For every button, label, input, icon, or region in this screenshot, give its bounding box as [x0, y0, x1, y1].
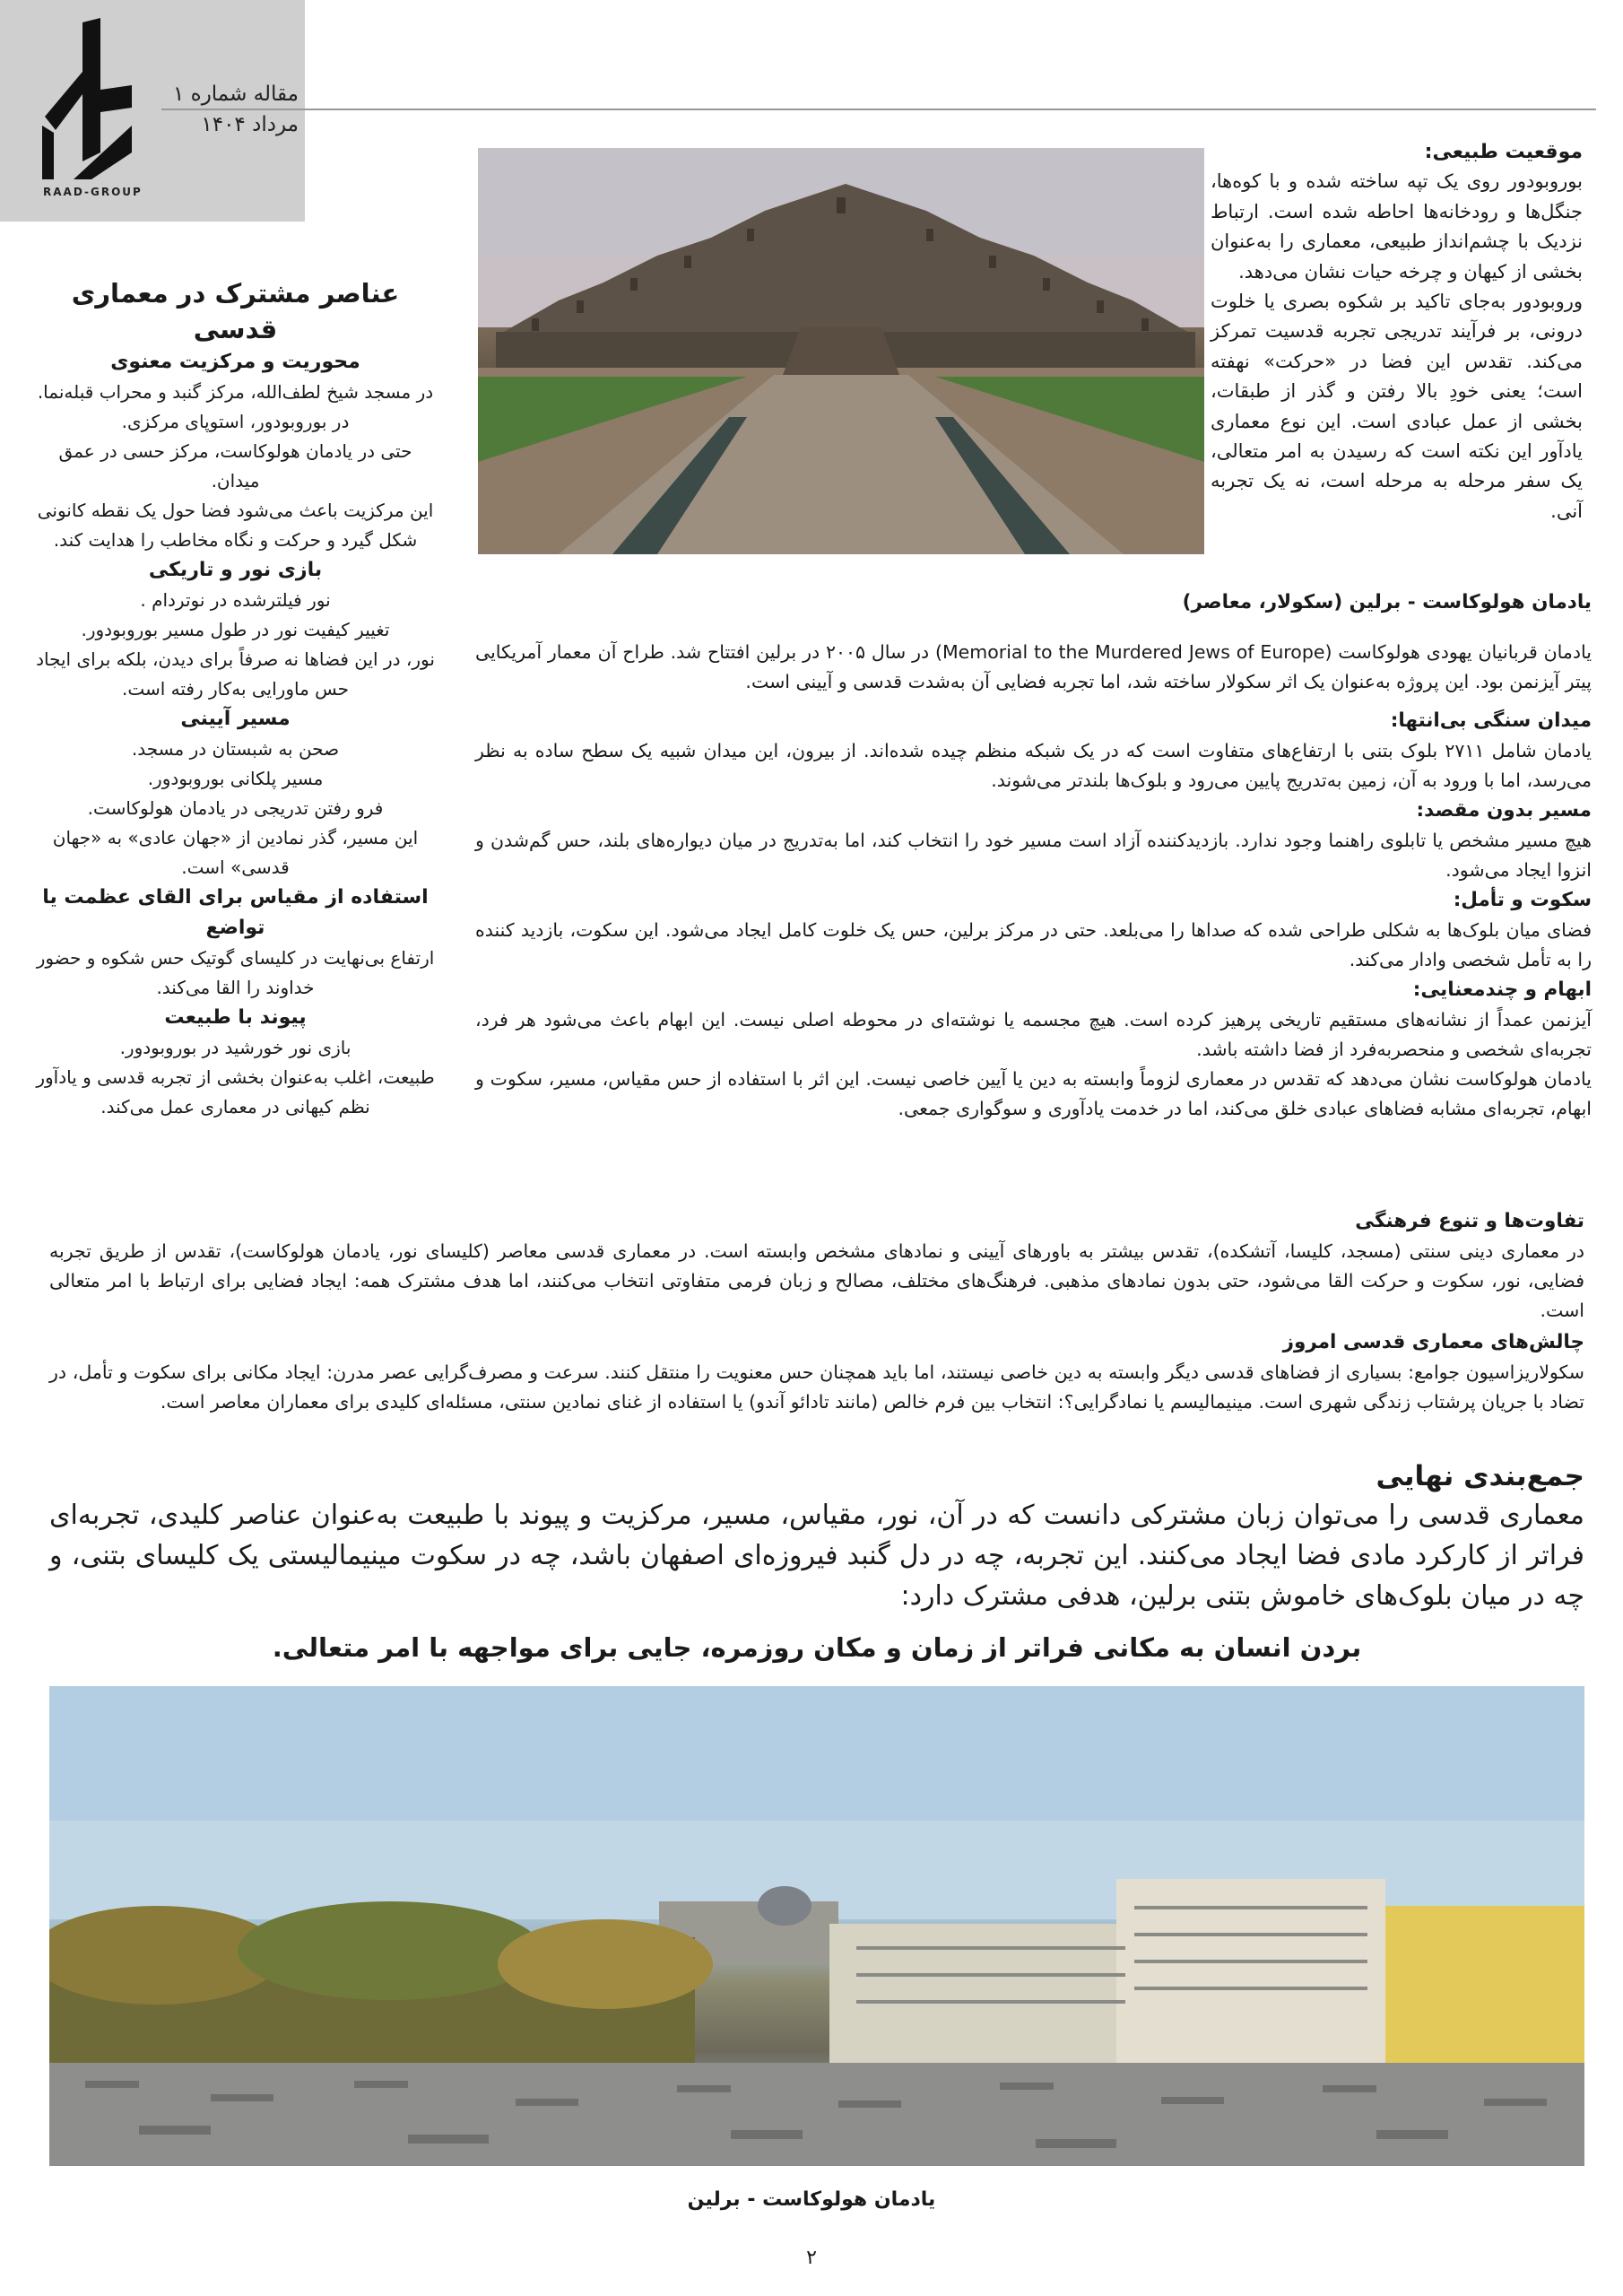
subheading-silence: سکوت و تأمل: — [1453, 889, 1592, 911]
list-item: فرو رفتن تدریجی در یادمان هولوکاست. — [87, 797, 384, 819]
page-number: ۲ — [806, 2247, 817, 2269]
section-heading-centrality: محوریت و مرکزیت معنوی — [110, 351, 360, 373]
natural-location-paragraph-2: وروبودور به‌جای تاکید بر شکوه بصری یا خلوت درونی، بر فرآیند تدریجی تجربه قدسیت تمرکز می‌کند. تقدس این فضا در «حرکت» نهفته است؛ یعنی خودِ بالا رفتن و گذر از طبقات، بخشی از عمل عبادی است. این نوع معماری یادآور این نکته است که رسیدن به امر متعالی، یک سفر مرحله به مرحله است، نه یک تجربه آنی. — [1211, 291, 1583, 522]
article-number: مقاله شماره ۱ — [172, 83, 299, 106]
article-title: یادمان هولوکاست - برلین (سکولار، معاصر) — [1182, 591, 1592, 613]
subheading-stone-field: میدان سنگی بی‌انتها: — [1390, 709, 1592, 732]
list-item: تغییر کیفیت نور در طول مسیر بوروبودور. — [81, 619, 390, 640]
paragraph-stone-field: یادمان شامل ۲۷۱۱ بلوک بتنی با ارتفاع‌های متفاوت است که در یک شبکه منظم چیده شده‌اند. از بیرون، این میدان شبیه یک سطح ساده به نظر می‌رسد، اما با ورود به آن، زمین به‌تدریج پایین می‌رود و بلوک‌ها بلندتر می‌شوند. — [475, 740, 1592, 791]
challenges-text: سکولاریزاسیون جوامع: بسیاری از فضاهای قدسی دیگر وابسته به دین خاصی نیستند، اما باید همچنان حس معنویت را منتقل کنند. سرعت و مصرف‌گرایی عصر مدرن: ایجاد مکانی برای سکوت و تأمل، در تضاد با جریان پرشتاب زندگی شهری است. مینیمالیسم یا نمادگرایی؟: انتخاب بین فرم خالص (مانند تادائو آندو) یا استفاده از غنای نمادین سنتی، مسئله‌ای کلیدی برای معماران معاصر است. — [49, 1361, 1584, 1413]
list-item: در مسجد شیخ لطف‌الله، مرکز گنبد و محراب قبله‌نما. — [37, 381, 434, 403]
list-item: این مسیر، گذر نمادین از «جهان عادی» به «جهان قدسی» است. — [52, 827, 419, 878]
diversity-text: در معماری دینی سنتی (مسجد، کلیسا، آتشکده)، تقدس بیشتر به باورهای آیینی و نمادهای مشخص وابسته است. در معماری قدسی معاصر (کلیسای نور، یادمان هولوکاست)، تقدس از طریق تجربه فضایی، نور، سکوت و حرکت القا می‌شود، حتی بدون نمادهای مذهبی. فرهنگ‌های مختلف، مصالح و زبان فرمی متفاوتی انتخاب می‌کنند، اما هدف مشترک همه: ایجاد فضایی برای ارتباط با امر متعالی است. — [49, 1240, 1584, 1321]
conclusion-section — [49, 1457, 1584, 1616]
list-item: نور فیلترشده در نوتردام . — [140, 589, 331, 611]
sacred-elements-column — [36, 275, 435, 1122]
conclusion-tagline: بردن انسان به مکانی فراتر از زمان و مکان روزمره، جایی برای مواجهه با امر متعالی. — [272, 1632, 1362, 1663]
section-heading-light: بازی نور و تاریکی — [148, 559, 323, 581]
diversity-heading: تفاوت‌ها و تنوع فرهنگی — [1355, 1210, 1584, 1232]
paragraph-silence: فضای میان بلوک‌ها به شکلی طراحی شده که صداها را می‌بلعد. حتی در مرکز برلین، حس یک خلوت کامل ایجاد می‌شود. این سکوت، بازدید کننده را به تأمل شخصی وادار می‌کند. — [475, 919, 1592, 970]
list-item: این مرکزیت باعث می‌شود فضا حول یک نقطه کانونی شکل گیرد و حرکت و نگاه مخاطب را هدایت کند. — [37, 500, 434, 551]
list-item: حتی در یادمان هولوکاست، مرکز حسی در عمق میدان. — [58, 440, 412, 491]
subheading-ambiguity: ابهام و چندمعنایی: — [1412, 978, 1592, 1001]
natural-location-paragraph-1: بوروبودور روی یک تپه ساخته شده و با کوه‌ها، جنگل‌ها و رودخانه‌ها احاطه شده است. ارتباط نزدیک با چشم‌انداز طبیعی، معماری را به‌عنوان بخشی از کیهان و چرخه حیات نشان می‌دهد. — [1211, 170, 1583, 283]
borobudur-photo — [478, 148, 1204, 554]
list-item: نور، در این فضاها نه صرفاً برای دیدن، بلکه برای ایجاد حس ماورایی به‌کار رفته است. — [36, 648, 435, 700]
photo-caption: یادمان هولوکاست - برلین — [687, 2188, 936, 2211]
list-item: در بوروبودور، استوپای مرکزی. — [121, 411, 350, 432]
holocaust-memorial-article — [475, 587, 1592, 1124]
list-item: طبیعت، اغلب به‌عنوان بخشی از تجربه قدسی و یادآور نظم کیهانی در معماری عمل می‌کند. — [36, 1066, 435, 1118]
paragraph-ambiguity: آیزنمن عمداً از نشانه‌های مستقیم تاریخی پرهیز کرده است. هیچ مجسمه یا نوشته‌ای در محوطه اصلی نیست. این ابهام باعث می‌شود هر فرد، تجربه‌ای شخصی و منحصربه‌فرد از فضا داشته باشد. — [475, 1009, 1592, 1060]
section-heading-scale: استفاده از مقیاس برای القای عظمت یا تواضع — [42, 886, 429, 939]
challenges-heading: چالش‌های معماری قدسی امروز — [1282, 1331, 1584, 1353]
section-heading-nature: پیوند با طبیعت — [164, 1006, 307, 1029]
list-item: ارتفاع بی‌نهایت در کلیسای گوتیک حس شکوه و حضور خداوند را القا می‌کند. — [36, 947, 435, 998]
berlin-memorial-photo — [49, 1686, 1584, 2166]
challenges-section — [49, 1327, 1584, 1417]
paragraph-path: هیچ مسیر مشخص یا تابلوی راهنما وجود ندارد. بازدیدکننده آزاد است مسیر خود را انتخاب کند، اما به‌تدریج در میان دیواره‌های بلند، حس گم‌شدن و انزوا ایجاد می‌شود. — [475, 830, 1592, 881]
diversity-section — [49, 1206, 1584, 1326]
sacred-elements-title: عناصر مشترک در معماری قدسی — [71, 278, 400, 344]
logo-wordmark: RAAD-GROUP — [43, 186, 143, 198]
header-divider — [161, 109, 1596, 110]
article-intro: یادمان قربانیان یهودی هولوکاست (Memorial to the Murdered Jews of Europe) در سال ۲۰۰۵ در برلین افتتاح شد. طراح آن معمار آمریکایی پیتر آیزنمن بود. این پروژه به‌عنوان یک اثر سکولار ساخته شد، اما تجربه فضایی آن به‌شدت قدسی و آیینی است. — [475, 641, 1592, 692]
issue-date: مرداد ۱۴۰۴ — [201, 113, 299, 136]
natural-location-heading: موقعیت طبیعی: — [1424, 141, 1583, 163]
natural-location-section — [1211, 137, 1583, 526]
list-item: مسیر پلکانی بوروبودور. — [147, 768, 324, 789]
subheading-path: مسیر بدون مقصد: — [1416, 799, 1592, 822]
paragraph-summary: یادمان هولوکاست نشان می‌دهد که تقدس در معماری لزوماً وابسته به دین یا آیین خاصی نیست. این اثر با استفاده از حس مقیاس، مسیر، سکوت و ابهام، تجربه‌ای مشابه فضاهای عبادی خلق می‌کند، اما در خدمت یادآوری و سوگواری جمعی. — [475, 1068, 1592, 1119]
list-item: صحن به شبستان در مسجد. — [131, 738, 340, 760]
conclusion-heading: جمع‌بندی نهایی — [1376, 1460, 1584, 1492]
conclusion-text: معماری قدسی را می‌توان زبان مشترکی دانست که در آن، نور، مقیاس، مسیر، مرکزیت و پیوند با طبیعت به‌عنوان عناصر کلیدی، تجربه‌ای فراتر از کارکرد مادی فضا ایجاد می‌کنند. این تجربه، چه در دل گنبد فیروزه‌ای اصفهان باشد، چه در سکوت مینیمالیستی یک کلیسای بتنی، و چه در میان بلوک‌های خاموش بتنی برلین، هدفی مشترک دارد: — [49, 1500, 1584, 1612]
list-item: بازی نور خورشید در بوروبودور. — [119, 1037, 352, 1058]
section-heading-ritual-path: مسیر آیینی — [180, 708, 291, 730]
